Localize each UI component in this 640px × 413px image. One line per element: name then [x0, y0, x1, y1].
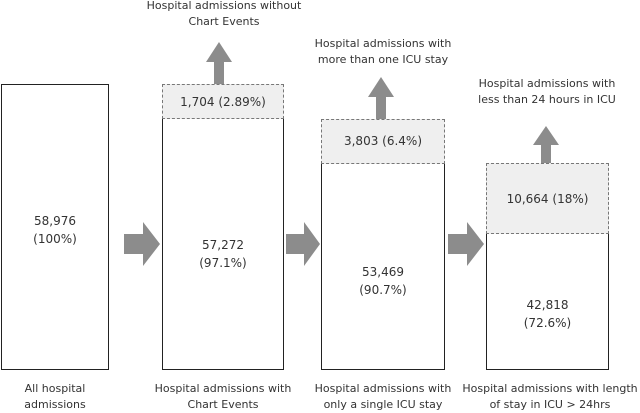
excluded-value-under-24hrs: 10,664 (18%) [506, 192, 589, 206]
stage-count: 57,272 [202, 238, 244, 252]
up-arrow-icon [368, 77, 394, 119]
label-line: Hospital admissions with [314, 37, 452, 50]
caption-line: Chart Events [187, 398, 259, 411]
caption-line: of stay in ICU > 24hrs [489, 398, 611, 411]
label-line: Hospital admissions with [478, 77, 616, 90]
label-line: Chart Events [188, 15, 260, 28]
up-arrow-icon [206, 42, 232, 84]
right-arrow-icon [286, 222, 320, 266]
label-line: more than one ICU stay [317, 53, 449, 66]
right-arrow-icon [124, 222, 160, 266]
caption-line: admissions [24, 398, 86, 411]
label-line: less than 24 hours in ICU [478, 93, 616, 106]
stage-count: 53,469 [362, 265, 404, 279]
stage-percent: (72.6%) [523, 316, 572, 330]
label-line: Hospital admissions without [146, 0, 302, 12]
caption-line: Hospital admissions with [314, 382, 452, 395]
caption-line: Hospital admissions with length [462, 382, 638, 395]
caption-line: All hospital [24, 382, 86, 395]
stage-count: 58,976 [34, 214, 76, 228]
caption-line: only a single ICU stay [323, 398, 443, 411]
stage-count: 42,818 [526, 298, 569, 312]
right-arrow-icon [448, 222, 484, 266]
stage-percent: (90.7%) [359, 283, 407, 297]
stage-percent: (97.1%) [199, 256, 247, 270]
stage-percent: (100%) [33, 232, 77, 246]
caption-line: Hospital admissions with [154, 382, 292, 395]
excluded-value-no-chart-events: 1,704 (2.89%) [180, 95, 266, 109]
up-arrow-icon [533, 126, 559, 163]
excluded-value-multiple-icu: 3,803 (6.4%) [343, 134, 423, 148]
